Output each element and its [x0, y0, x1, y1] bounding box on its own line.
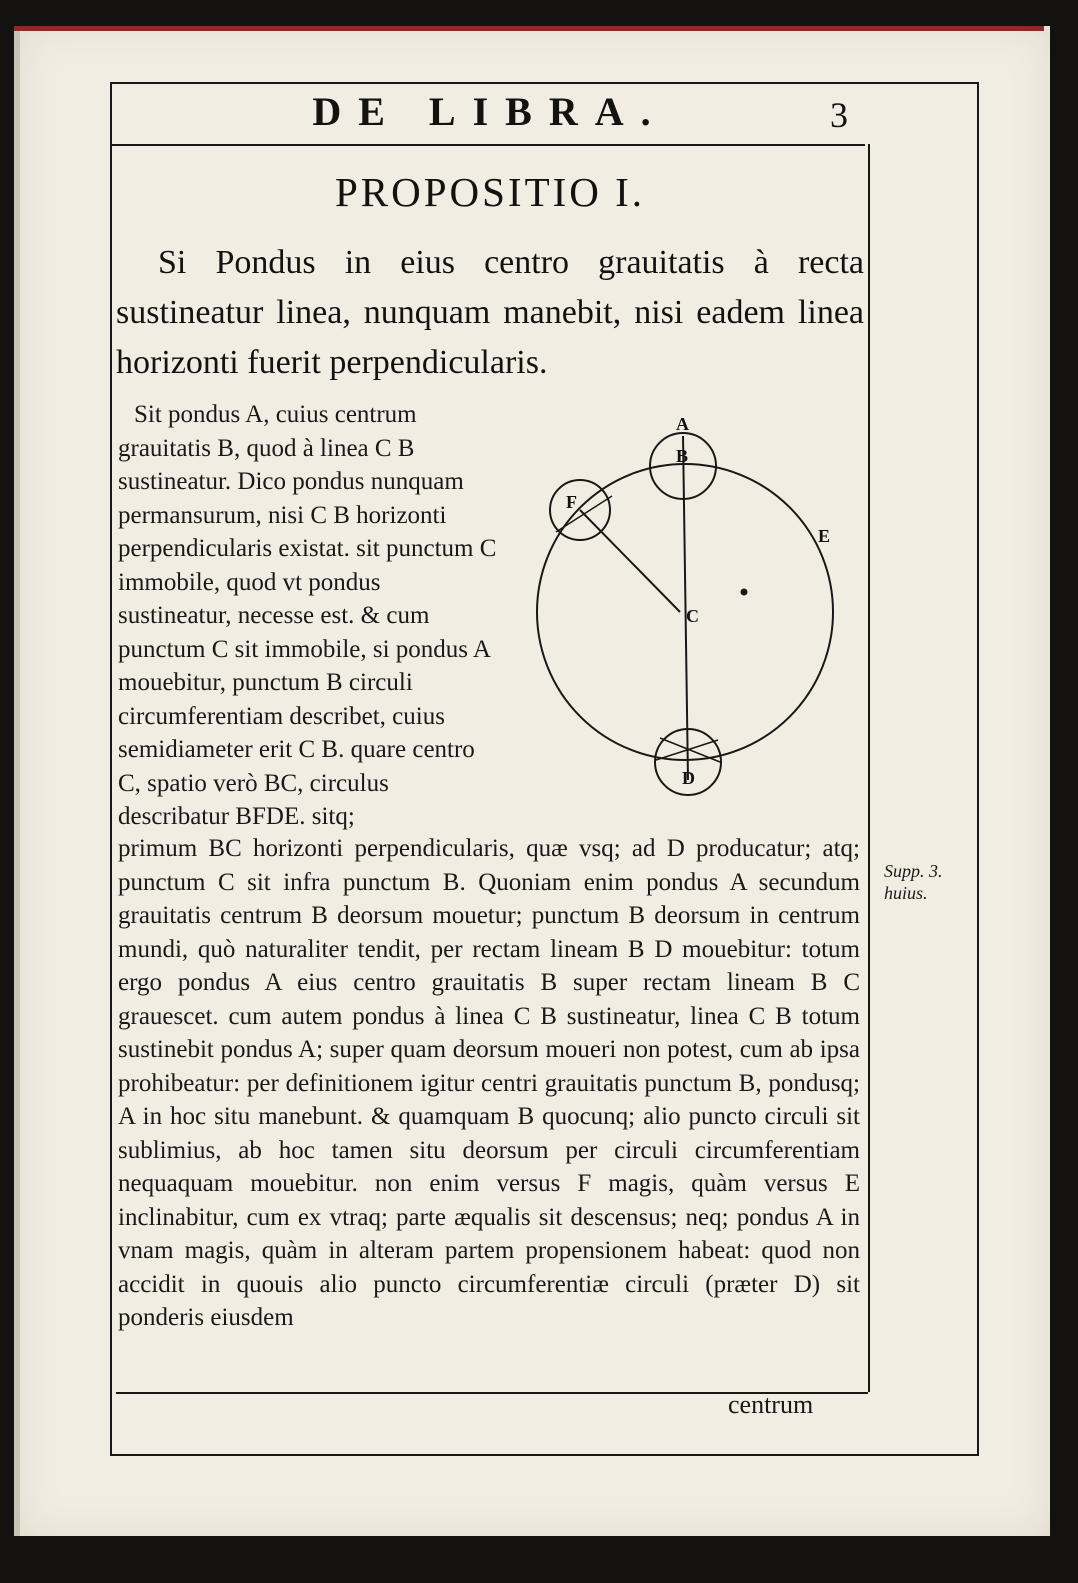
label-c: C: [686, 606, 699, 626]
label-f: F: [566, 492, 577, 512]
page-number: 3: [830, 95, 848, 135]
body-paragraph-full: primum BC horizonti perpendicularis, quæ vsq; ad D producatur; atq; punctum C sit infra punctum B. Quoniam enim pondus A secundum grauitatis centrum B deorsum mouetur; punctum B deorsum in centrum mundi, quò naturaliter tendit, per rectam lineam B D mouebitur: totum ergo pondus A eius centro grauitatis B super rectam lineam B C grauescet. cum autem pondus à linea C B sustineatur, linea C B totum sustinebit pondus A; super quam deorsum moueri non potest, cum ab ipsa prohibeatur: per definitionem igitur centri grauitatis punctum B, pondusq; A in hoc situ manebunt. & quamquam B quocunq; alio puncto circuli sit sublimius, ab hoc tamen situ deorsum per circuli circumferentiam nequaquam mouebitur. non enim versus F magis, quàm versus E inclinabitur, cum ex vtraq; parte æqualis sit descensus; neq; pondus A in vnam magis, quàm in alteram partem propensionem habeat: quod non accidit in quouis alio puncto circumferentiæ circuli (præter D) sit ponderis eiusdem: [118, 835, 860, 1331]
header-rule: [110, 144, 865, 146]
label-d: D: [682, 768, 695, 788]
body-paragraph-top: Sit pondus A, cuius centrum grauitatis B, quod à linea C B sustineatur. Dico pondus nunquam permansurum, nisi C B horizonti perpendicularis existat. sit punctum C immobile, quod vt pondus sustineatur, necesse est. & cum punctum C sit immobile, si pondus A mouebitur, punctum B circuli circumferentiam describet, cuius semidiameter erit C B. quare centro C, spatio verò BC, circulus describatur BFDE. sitq;: [118, 401, 497, 830]
proposition-enunciation: Si Pondus in eius centro grauitatis à recta sustineatur linea, nunquam manebit, nisi eadem linea horizonti fuerit perpendicularis.: [116, 244, 864, 381]
point-dot: [741, 589, 748, 596]
geometric-diagram: [500, 400, 840, 800]
chord-f-left: [556, 496, 612, 532]
marginal-note: Supp. 3. huius.: [884, 861, 943, 903]
label-b: B: [676, 446, 689, 466]
running-head: DE LIBRA.: [312, 89, 668, 134]
page-edge-red: [14, 26, 1044, 31]
line-fc: [580, 510, 680, 612]
label-e: E: [818, 526, 831, 546]
margin-rule: [868, 144, 870, 1392]
proposition-title: PROPOSITIO I.: [334, 169, 646, 215]
catchword: centrum: [728, 1390, 814, 1419]
label-a: A: [676, 414, 689, 434]
